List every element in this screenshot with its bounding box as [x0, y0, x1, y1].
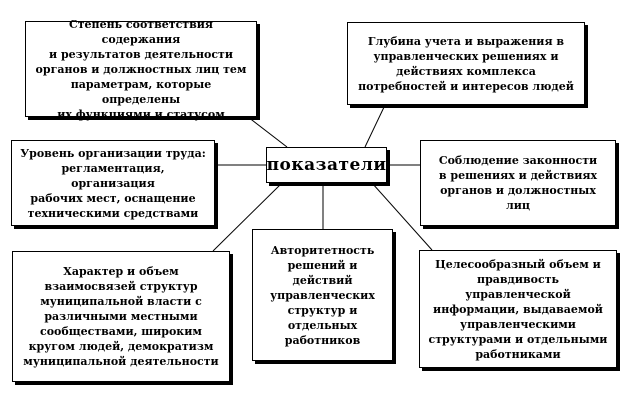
node-mid-right: Соблюдение законности в решениях и действиях органов и должностных лиц	[420, 140, 616, 226]
connector-top-left	[248, 117, 287, 147]
node-top-left: Степень соответствия содержания и результатов деятельности органов и должностных лиц тем параметрам, которые определены их функциями и статусом	[25, 21, 257, 117]
node-bottom-left: Характер и объем взаимосвязей структур муниципальной власти с различными местными сообществами, широким кругом людей, демократизм муниципальной деятельности	[12, 251, 230, 382]
node-bottom-center: Авторитетность решений и действий управленческих структур и отдельных работников	[252, 229, 393, 361]
node-center: показатели	[266, 147, 387, 183]
connector-top-right	[365, 105, 385, 147]
node-bottom-right: Целесообразный объем и правдивость управленческой информации, выдаваемой управленческими структурами и отдельными работниками	[419, 250, 617, 368]
node-mid-left: Уровень организации труда: регламентация, организация рабочих мест, оснащение техническими средствами	[11, 140, 215, 226]
node-top-right: Глубина учета и выражения в управленческих решениях и действиях комплекса потребностей и интересов людей	[347, 22, 585, 105]
